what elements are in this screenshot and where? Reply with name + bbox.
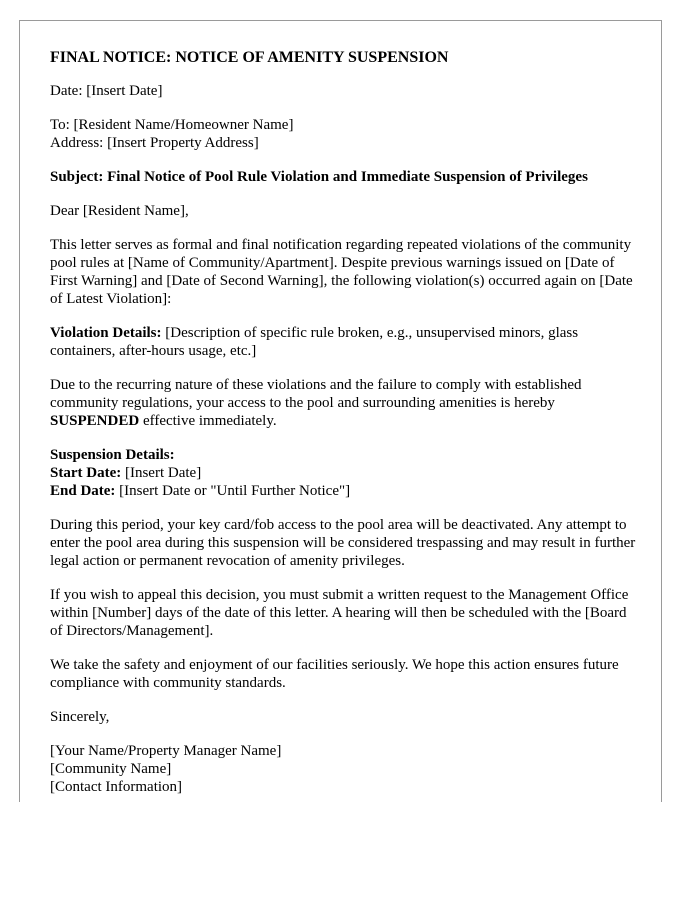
letter-title: FINAL NOTICE: NOTICE OF AMENITY SUSPENSION <box>50 49 449 66</box>
paragraph-access-deactivation: During this period, your key card/fob access to the pool area will be deactivated. Any attempt to enter the pool area during this suspension will be considered trespassing and may result in further legal action or permanent revocation of amenity privileges. <box>50 517 636 569</box>
end-date-label: End Date: <box>50 483 116 499</box>
letter-content <box>50 48 640 812</box>
violation-text: [Description of specific rule broken, e.g., unsupervised minors, glass containers, after-hours usage, etc.] <box>50 325 579 359</box>
signature-block <box>50 742 640 796</box>
suspension-text-after: effective immediately. <box>139 413 277 429</box>
end-date-line <box>50 482 640 500</box>
salutation: Dear [Resident Name], <box>50 203 189 219</box>
start-date-label: Start Date: <box>50 465 122 481</box>
date-line: Date: [Insert Date] <box>50 83 163 99</box>
recipient-to: To: [Resident Name/Homeowner Name] <box>50 117 294 133</box>
paragraph-suspension-notice <box>50 376 640 430</box>
suspension-details-heading: Suspension Details: <box>50 447 175 463</box>
letter-page <box>19 20 662 802</box>
suspended-emphasis: SUSPENDED <box>50 413 140 429</box>
signature-name: [Your Name/Property Manager Name] <box>50 743 282 759</box>
closing: Sincerely, <box>50 709 110 725</box>
paragraph-notification: This letter serves as formal and final notification regarding repeated violations of the community pool rules at [Name of Community/Apartment]. Despite previous warnings issued on [Date of First Warning] and [Date of Second Warning], the following violation(s) occurred again on [Date of Latest Violation]: <box>50 237 633 307</box>
start-date-line <box>50 464 640 482</box>
subject-line: Subject: Final Notice of Pool Rule Violation and Immediate Suspension of Privileges <box>50 169 588 185</box>
start-date-value: [Insert Date] <box>121 465 202 481</box>
signature-community: [Community Name] <box>50 761 172 777</box>
violation-label: Violation Details: <box>50 325 162 341</box>
suspension-details-block <box>50 446 640 500</box>
paragraph-appeal: If you wish to appeal this decision, you must submit a written request to the Management Office within [Number] days of the date of this letter. A hearing will then be scheduled with the [Board of Directors/Management]. <box>50 587 629 639</box>
recipient-address: Address: [Insert Property Address] <box>50 135 259 151</box>
recipient-block <box>50 116 640 152</box>
violation-details <box>50 324 640 360</box>
end-date-value: [Insert Date or "Until Further Notice"] <box>115 483 351 499</box>
signature-contact: [Contact Information] <box>50 779 183 795</box>
paragraph-closing-statement: We take the safety and enjoyment of our facilities seriously. We hope this action ensures future compliance with community standards. <box>50 657 619 691</box>
suspension-text-before: Due to the recurring nature of these violations and the failure to comply with established community regulations, your access to the pool and surrounding amenities is hereby <box>50 377 582 411</box>
